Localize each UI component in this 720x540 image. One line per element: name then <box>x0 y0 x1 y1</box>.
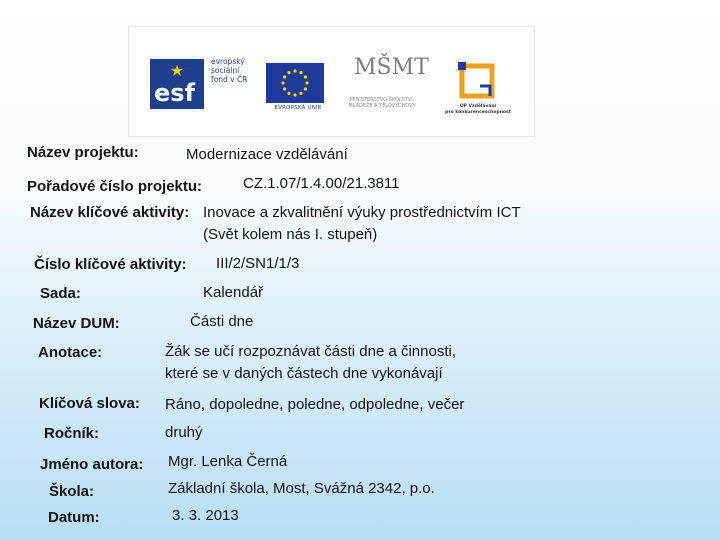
author-value: Mgr. Lenka Černá <box>168 453 288 470</box>
esf-caption-line: fond v ČR <box>211 75 248 84</box>
school-value: Základní škola, Most, Svážná 2342, p.o. <box>168 480 435 497</box>
grade-value: druhý <box>165 424 203 441</box>
author-label: Jméno autora: <box>40 456 144 473</box>
esf-caption-line: evropský <box>211 57 245 66</box>
dum-value: Části dne <box>190 313 254 330</box>
logo-banner <box>128 26 535 137</box>
project-number-label: Pořadové číslo projektu: <box>27 178 203 195</box>
esf-caption-line: sociální <box>211 66 240 75</box>
esf-caption <box>211 57 271 84</box>
annotation-value-line: Žák se učí rozpoznávat části dne a činnosti, <box>165 343 456 360</box>
set-value: Kalendář <box>203 284 264 301</box>
eu-flag-icon <box>266 63 324 103</box>
esf-logo <box>150 59 204 109</box>
school-label: Škola: <box>49 483 95 500</box>
date-label: Datum: <box>48 509 100 526</box>
op-caption <box>434 104 522 116</box>
annotation-label: Anotace: <box>38 344 103 361</box>
project-name-value: Modernizace vzdělávání <box>186 146 348 163</box>
msmt-caption: MINISTERSTVO ŠKOLSTVÍ, MLÁDEŽE A TĚLOVÝCHOVY <box>348 97 416 109</box>
project-name-label: Název projektu: <box>27 144 139 161</box>
op-caption-line: pro konkurenceschopnost <box>445 110 511 115</box>
op-caption-line: OP Vzdělávání <box>459 104 497 109</box>
op-logo-icon <box>456 60 498 102</box>
key-activity-number-label: Číslo klíčové aktivity: <box>34 256 187 273</box>
project-number-value: CZ.1.07/1.4.00/21.3811 <box>243 175 400 192</box>
key-activity-subtitle: (Svět kolem nás I. stupeň) <box>203 226 378 243</box>
keywords-label: Klíčová slova: <box>39 395 140 412</box>
eu-caption: EVROPSKÁ UNIE <box>274 105 322 111</box>
svg-text:esf: esf <box>154 79 196 107</box>
annotation-value-line: které se v daných částech dne vykonávají <box>165 365 443 382</box>
key-activity-value: Inovace a zkvalitnění výuky prostřednictvím ICT <box>203 204 521 221</box>
msmt-logo: MŠMT <box>354 55 429 80</box>
set-label: Sada: <box>40 285 81 302</box>
key-activity-number-value: III/2/SN1/1/3 <box>216 255 300 272</box>
keywords-value: Ráno, dopoledne, poledne, odpoledne, večer <box>165 396 465 413</box>
date-value: 3. 3. 2013 <box>172 507 239 524</box>
dum-label: Název DUM: <box>33 315 120 332</box>
key-activity-label: Název klíčové aktivity: <box>30 204 190 221</box>
grade-label: Ročník: <box>44 425 100 442</box>
